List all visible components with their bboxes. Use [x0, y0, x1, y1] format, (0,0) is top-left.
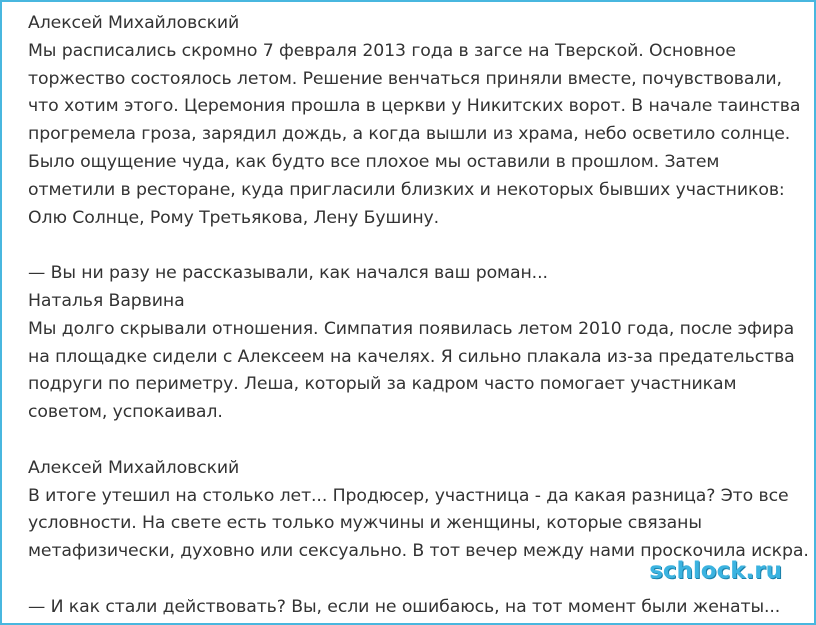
paragraph-line: прогремела гроза, зарядил дождь, а когда вышли из храма, небо осветило солнце. — [28, 124, 791, 145]
article-text — [28, 10, 809, 622]
paragraph-line: торжество состоялось летом. Решение венчаться приняли вместе, почувствовали, — [28, 68, 782, 89]
paragraph-line: Олю Солнце, Рому Третьякова, Лену Бушину. — [28, 207, 440, 228]
paragraph-line: на площадке сидели с Алексеем на качелях. Я сильно плакала из-за предательства — [28, 346, 795, 367]
interviewer-question: — И как стали действовать? Вы, если не ошибаюсь, на тот момент были женаты... — [28, 596, 781, 617]
paragraph-gap — [28, 427, 798, 455]
paragraph-line: условности. На свете есть только мужчины и женщины, которые связаны — [28, 513, 702, 534]
paragraph-line: метафизически, духовно или сексуально. В тот вечер между нами проскочила искра. — [28, 541, 809, 562]
interviewer-question: — Вы ни разу не рассказывали, как начался ваш роман... — [28, 263, 548, 284]
paragraph-gap — [28, 232, 798, 260]
speaker-name: Наталья Варвина — [28, 290, 185, 311]
paragraph-line: Мы долго скрывали отношения. Симпатия появилась летом 2010 года, после эфира — [28, 318, 795, 339]
paragraph-line: что хотим этого. Церемония прошла в церкви у Никитских ворот. В начале таинства — [28, 96, 801, 117]
paragraph-line: советом, успокаивал. — [28, 402, 223, 423]
paragraph-line: Мы расписались скромно 7 февраля 2013 года в загсе на Тверской. Основное — [28, 40, 736, 61]
site-watermark: schlock.ru — [649, 558, 782, 584]
paragraph-line: отметили в ресторане, куда пригласили близких и некоторых бывших участников: — [28, 179, 785, 200]
paragraph-line: В итоге утешил на столько лет... Продюсер, участница - да какая разница? Это все — [28, 485, 789, 506]
paragraph-line: подруги по периметру. Леша, который за кадром часто помогает участникам — [28, 374, 737, 395]
speaker-name: Алексей Михайловский — [28, 13, 240, 33]
speaker-name: Алексей Михайловский — [28, 457, 240, 478]
paragraph-line: Было ощущение чуда, как будто все плохое мы оставили в прошлом. Затем — [28, 151, 720, 172]
